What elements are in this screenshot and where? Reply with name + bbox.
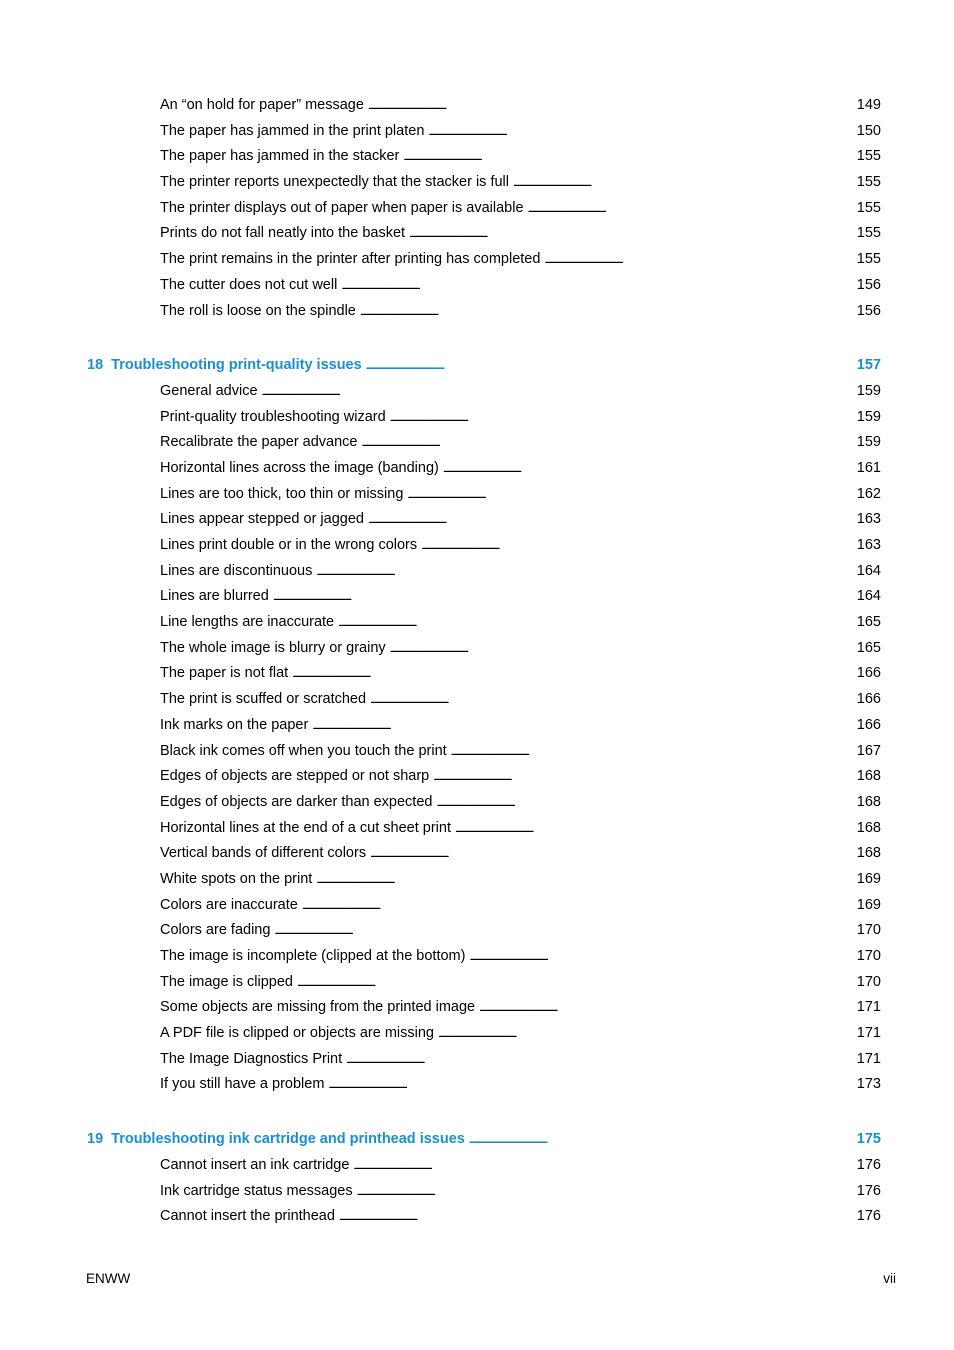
toc-entry-title: Black ink comes off when you touch the print [160,742,447,759]
toc-entry[interactable] [160,93,881,119]
dot-leader [353,1154,852,1179]
toc-entry-title: Lines are too thick, too thin or missing [160,485,404,502]
dot-leader [469,945,852,970]
toc-entry-page: 156 [856,276,881,293]
dot-leader [341,274,852,299]
toc-entry-title: Recalibrate the paper advance [160,434,358,451]
dot-leader [312,714,852,739]
section-spacer [0,324,954,353]
dot-leader [513,171,853,196]
toc-entry-title: Line lengths are inaccurate [160,614,335,631]
toc-entry[interactable] [160,1153,881,1179]
toc-entry-page: 170 [856,973,881,990]
toc-entry[interactable] [160,713,881,739]
dot-leader [357,1180,853,1205]
dot-leader [528,197,853,222]
toc-entry[interactable] [160,970,881,996]
toc-entry[interactable] [160,379,881,405]
toc-entry-title: The Image Diagnostics Print [160,1050,343,1067]
toc-entry-title: Ink cartridge status messages [160,1182,353,1199]
toc-entry-title: The paper has jammed in the stacker [160,148,400,165]
toc-entry-title: Edges of objects are darker than expected [160,793,433,810]
dot-leader [316,868,852,893]
toc-section-chapter-18 [0,353,954,1098]
toc-entry-title: Some objects are missing from the printed image [160,999,476,1016]
dot-leader [339,1205,853,1230]
toc-entry-title: Lines are blurred [160,588,269,605]
toc-entry-page: 168 [856,819,881,836]
toc-entry[interactable] [160,507,881,533]
toc-entry-title: The cutter does not cut well [160,276,338,293]
toc-entry[interactable] [160,221,881,247]
toc-entry-title: Lines print double or in the wrong colors [160,537,418,553]
dot-leader [438,1022,853,1047]
toc-entry-title: The print is scuffed or scratched [160,691,367,708]
dot-leader [544,248,852,273]
toc-entry-page: 169 [856,870,881,887]
dot-leader [360,300,853,325]
toc-entry-title: Horizontal lines across the image (banding) [160,459,439,476]
toc-entry-page: 170 [856,922,881,939]
toc-entry-title: The paper has jammed in the print platen [160,122,425,139]
toc-entry-title: The printer reports unexpectedly that the stacker is full [160,174,509,191]
toc-entry[interactable] [160,944,881,970]
toc-entry-title: Edges of objects are stepped or not sharp [160,768,430,785]
toc-entry-title: Colors are fading [160,922,271,939]
toc-entry[interactable] [160,610,881,636]
dot-leader [428,120,852,145]
dot-leader [451,740,853,765]
toc-entry-title: A PDF file is clipped or objects are missing [160,1025,434,1042]
dot-leader [328,1073,852,1098]
footer-page-number: vii [883,1271,896,1286]
toc-entry[interactable] [160,867,881,893]
dot-leader [409,222,853,247]
toc-entry-page: 166 [856,665,881,682]
toc-entry-title: The image is incomplete (clipped at the bottom) [160,948,466,964]
toc-entry-page: 163 [856,511,881,528]
toc-entry-page: 173 [856,1076,881,1093]
toc-entry[interactable] [160,841,881,867]
toc-entry-page: 170 [856,948,881,964]
toc-entry-page: 155 [856,148,881,165]
dot-leader [443,457,853,482]
toc-entry-title: Print-quality troubleshooting wizard [160,408,386,425]
chapter-number: 19 [87,1131,104,1148]
toc-section-chapter-19 [0,1127,954,1230]
toc-entry[interactable] [160,170,881,196]
dot-leader [421,534,853,559]
toc-entry[interactable] [160,196,881,222]
toc-entry[interactable] [160,1072,881,1098]
dot-leader [274,919,852,944]
toc-entry-page: 161 [856,459,881,476]
toc-entry-page: 166 [856,716,881,733]
dot-leader [469,1128,853,1153]
dot-leader [297,971,853,996]
toc-entry-page: 176 [856,1208,881,1225]
toc-entry[interactable] [160,918,881,944]
toc-entry-page: 168 [856,768,881,785]
toc-entry-page: 159 [856,382,881,399]
toc-entry-title: The print remains in the printer after printing has completed [160,251,541,268]
dot-leader [403,145,852,170]
toc-section-continued [0,0,954,324]
toc-entry-title: Colors are inaccurate [160,896,298,913]
toc-entry-title: The paper is not flat [160,665,289,682]
toc-entry[interactable] [160,1021,881,1047]
toc-entry-title: Horizontal lines at the end of a cut sheet print [160,819,451,836]
toc-entry-page: 165 [856,639,881,656]
toc-entry[interactable] [160,893,881,919]
toc-entry-title: The printer displays out of paper when paper is available [160,199,524,216]
toc-entry[interactable] [160,247,881,273]
dot-leader [302,894,853,919]
toc-entry-page: 167 [856,742,881,759]
toc-entry[interactable] [160,661,881,687]
chapter-page: 175 [856,1131,881,1148]
toc-entry[interactable] [160,299,881,325]
dot-leader [370,688,853,713]
toc-entry[interactable] [160,430,881,456]
toc-entry-page: 163 [856,537,881,553]
toc-entry-page: 176 [856,1156,881,1173]
chapter-number: 18 [87,357,104,374]
toc-entry-page: 166 [856,691,881,708]
toc-entry[interactable] [160,456,881,482]
toc-entry[interactable] [160,764,881,790]
dot-leader [273,585,853,610]
toc-entry-page: 162 [856,485,881,502]
toc-entry-title: Cannot insert the printhead [160,1208,335,1225]
toc-entry-page: 171 [856,1050,881,1067]
toc-entry-page: 171 [856,1025,881,1042]
dot-leader [390,637,853,662]
toc-entry-title: Prints do not fall neatly into the basket [160,225,406,242]
toc-entry[interactable] [160,739,881,765]
toc-entry-page: 159 [856,434,881,451]
toc-entry[interactable] [160,1204,881,1230]
toc-entry-page: 169 [856,896,881,913]
toc-entry[interactable] [160,1047,881,1073]
toc-entry-page: 155 [856,225,881,242]
toc-entry-title: Cannot insert an ink cartridge [160,1156,350,1173]
dot-leader [362,431,853,456]
toc-entry-page: 168 [856,793,881,810]
toc-entry-title: If you still have a problem [160,1076,325,1093]
chapter-title: Troubleshooting ink cartridge and printhead issues [111,1131,465,1148]
toc-entry-page: 164 [856,588,881,605]
toc-entry[interactable] [160,482,881,508]
toc-entry[interactable] [160,995,881,1021]
toc-entry[interactable] [160,636,881,662]
dot-leader [436,791,852,816]
toc-entry-title: The image is clipped [160,973,293,990]
toc-entry-page: 165 [856,614,881,631]
toc-entry-title: The roll is loose on the spindle [160,302,356,319]
toc-entry[interactable] [160,687,881,713]
toc-entry-page: 171 [856,999,881,1016]
toc-entry-title: General advice [160,382,258,399]
chapter-page: 157 [856,357,881,374]
toc-entry-page: 155 [856,199,881,216]
dot-leader [262,380,853,405]
dot-leader [407,483,852,508]
dot-leader [346,1048,853,1073]
toc-entry-title: Ink marks on the paper [160,716,309,733]
toc-entry-page: 149 [856,97,881,113]
toc-entry-page: 176 [856,1182,881,1199]
toc-entry-page: 155 [856,251,881,268]
toc-entry-page: 155 [856,174,881,191]
toc-chapter-heading[interactable] [87,353,881,379]
dot-leader [433,765,853,790]
toc-entry[interactable] [160,559,881,585]
dot-leader [479,996,853,1021]
toc-entry[interactable] [160,119,881,145]
toc-entry-title: Lines appear stepped or jagged [160,511,364,528]
dot-leader [292,662,853,687]
toc-entry[interactable] [160,790,881,816]
toc-entry-title: White spots on the print [160,870,313,887]
footer-left-label: ENWW [86,1271,131,1286]
dot-leader [338,611,853,636]
dot-leader [316,560,852,585]
dot-leader [390,406,853,431]
section-spacer [0,1098,954,1127]
toc-entry-title: Vertical bands of different colors [160,845,367,862]
chapter-title: Troubleshooting print-quality issues [111,357,362,374]
toc-entry[interactable] [160,816,881,842]
dot-leader [370,842,853,867]
toc-entry-title: Lines are discontinuous [160,562,313,579]
toc-entry-title: The whole image is blurry or grainy [160,639,386,656]
toc-chapter-heading[interactable] [87,1127,881,1153]
toc-entry-page: 150 [856,122,881,139]
toc-entry[interactable] [160,144,881,170]
toc-entry-page: 168 [856,845,881,862]
toc-entry-page: 159 [856,408,881,425]
toc-entry[interactable] [160,533,881,559]
toc-entry[interactable] [160,405,881,431]
toc-entry[interactable] [160,273,881,299]
toc-entry[interactable] [160,1179,881,1205]
toc-entry-page: 156 [856,302,881,319]
dot-leader [455,817,853,842]
toc-entry-page: 164 [856,562,881,579]
toc-entry[interactable] [160,584,881,610]
dot-leader [366,354,853,379]
toc-entry-title: An “on hold for paper” message [160,97,364,113]
dot-leader [368,508,853,533]
dot-leader [368,94,853,119]
